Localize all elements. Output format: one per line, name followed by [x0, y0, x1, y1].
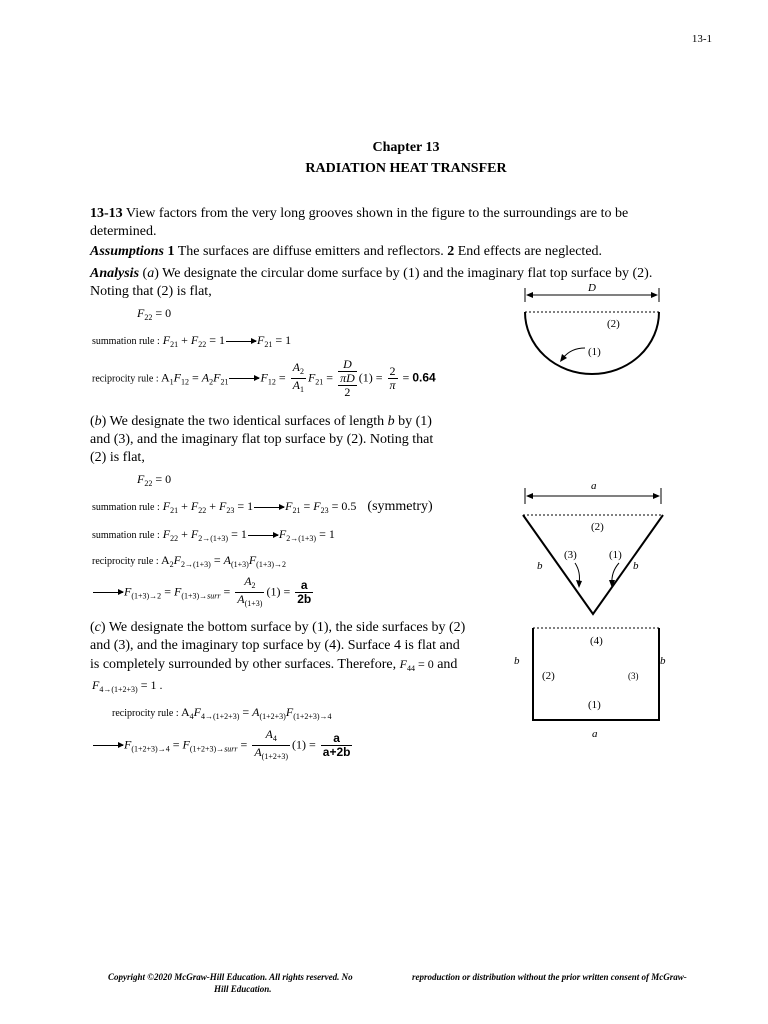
figure-dome [515, 278, 675, 378]
eq-c-reciprocity: reciprocity rule : $A_4F_{4\to(1+2+3)} = A_{(1+2+3)}F_{(1+2+3)\to 4}$ [112, 705, 332, 721]
eq-b-summation2: summation rule : $F_{22} + F_{2\to(1+3)} = 1$ $F_{2\to(1+3)} = 1$ [92, 527, 335, 543]
result-b-num: a [295, 579, 313, 593]
footer-right: reproduction or distribution without the prior written consent of McGraw- [412, 972, 687, 982]
analysis-c-text: (c) We designate the bottom surface by (1), the side surfaces by (2) and (3), and the imaginary top surface by (4). Surface 4 is flat and is completely surrounded by other surfaces. Therefore, $F_{44} = 0$ and [90, 620, 466, 673]
result-c-den: a+2b [322, 745, 351, 759]
assumptions: Assumptions 1 The surfaces are diffuse emitters and reflectors. 2 End effects are neglected. [90, 244, 603, 259]
label-2: (2) [607, 318, 620, 330]
label-3: (3) [628, 671, 639, 681]
label-4: (4) [590, 635, 603, 647]
eq-b-f22: $F_{22} = 0$ [137, 472, 172, 488]
eq-a-summation: summation rule : $F_{21} + F_{22} = 1$ $F_{21} = 1$ [92, 333, 292, 349]
label-2: (2) [542, 670, 555, 682]
chapter-subtitle: RADIATION HEAT TRANSFER [305, 161, 507, 176]
eq-b-reciprocity: reciprocity rule : $A_2F_{2\to(1+3)} = A_{(1+3)}F_{(1+3)\to 2}$ [92, 553, 286, 569]
dim-a: a [592, 728, 598, 740]
label-3: (3) [564, 549, 577, 561]
dim-D: D [588, 282, 596, 294]
analysis-a-text: Analysis (a) We designate the circular dome surface by (1) and the imaginary flat top surface by (2). Noting that (2) is flat, [90, 266, 653, 299]
dim-b-left: b [514, 655, 520, 667]
page-number: 13-1 [691, 33, 712, 45]
result-b-den: 2b [297, 592, 312, 606]
result-a: 0.64 [412, 370, 436, 385]
assumptions-label: Assumptions [90, 244, 164, 259]
dim-b-right: b [633, 560, 639, 572]
label-1: (1) [609, 549, 622, 561]
dim-b-right: b [660, 655, 666, 667]
dim-a: a [591, 480, 597, 492]
eq-a-f22: $F_{22} = 0$ [137, 306, 172, 322]
analysis-label: Analysis [90, 266, 140, 281]
eq-c-result: $F_{(1+2+3)\to 4} = F_{(1+2+3)\to surr}$ = $\frac{A_4}{A_{(1+2+3)}}$ (1) = $\frac{a}{a+2b}$ [92, 728, 354, 763]
result-c-num: a [321, 732, 353, 746]
footer-line2: Hill Education. [214, 984, 272, 994]
eq-a-reciprocity: reciprocity rule : $A_1F_{12} = A_2F_{21}$ $F_{12}$ = $\frac{A_2}{A_1}$ $F_{21}$ = D πD 2 (1) = $\frac{2}{\pi}$ = 0.64 [92, 357, 436, 399]
figure-rect-groove [508, 622, 680, 744]
eq-b-result: $F_{(1+3)\to 2} = F_{(1+3)\to surr}$ = $\frac{A_2}{A_{(1+3)}}$ (1) = $\frac{a}{2b}$ [92, 575, 315, 610]
dim-b-left: b [537, 560, 543, 572]
problem-number: 13-13 [90, 206, 123, 221]
eq-b-summation: summation rule : $F_{21} + F_{22} + F_{23} = 1$ $F_{21} = F_{23} = 0.5$ (symmetry) [92, 499, 433, 515]
label-2: (2) [591, 521, 604, 533]
figure-v-groove [515, 474, 675, 624]
eq-c-f4: $F_{4\to(1+2+3)} = 1$ . [92, 678, 163, 694]
label-1: (1) [588, 699, 601, 711]
chapter-title: Chapter 13 [372, 140, 440, 155]
label-1: (1) [588, 346, 601, 358]
footer-left: Copyright ©2020 McGraw-Hill Education. All rights reserved. No [108, 972, 353, 982]
analysis-b-text: (b) We designate the two identical surfaces of length b by (1) and (3), and the imaginary flat top surface by (2). Noting that (2) is flat, [90, 414, 434, 465]
problem-statement: 13-13 View factors from the very long grooves shown in the figure to the surroundings are to be determined. [90, 206, 629, 239]
